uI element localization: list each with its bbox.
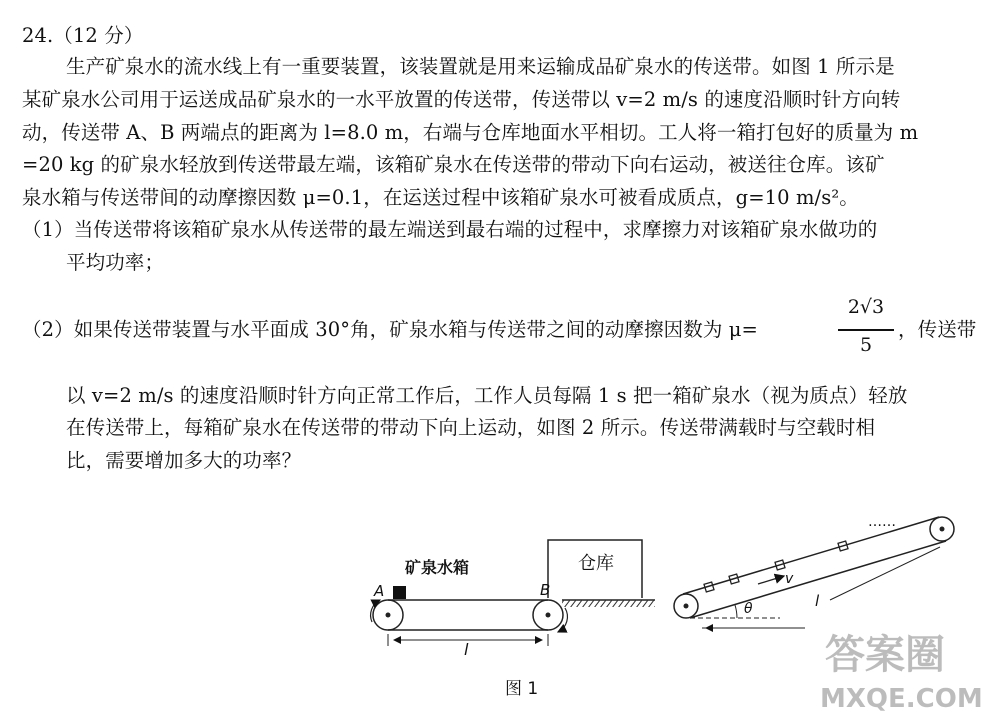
part2-line-4: 比，需要增加多大的功率？ [66,449,302,472]
point-a-label: A [374,582,385,600]
length-dimension-2-right [830,547,940,600]
velocity-label: v [785,571,794,587]
warehouse-label: 仓库 [578,553,614,574]
more-boxes-dots: …… [868,514,896,530]
intro-line-2: 某矿泉水公司用于运送成品矿泉水的一水平放置的传送带，传送带以 v=2 m/s 的速度沿顺时针方向转 [22,88,901,111]
conveyor-belt-1 [371,558,568,659]
fraction-denominator: 5 [859,334,873,356]
intro-line-4: =20 kg 的矿泉水轻放到传送带最左端，该箱矿泉水在传送带的带动下向右运动，被送往仓库。该矿 [22,153,885,176]
fraction-numerator: 2√3 [847,296,885,318]
length-label-2: l [815,592,820,610]
watermark [820,632,983,714]
length-label-1: l [464,640,469,659]
part2-line-1: （2）如果传送带装置与水平面成 30°角，矿泉水箱与传送带之间的动摩擦因数为 μ= [22,318,758,341]
watermark-text: 答案圈 [825,632,945,678]
part1-line-1: （1）当传送带将该箱矿泉水从传送带的最左端送到最右端的过程中，求摩擦力对该箱矿泉水做功的 [22,218,878,241]
part2-line-2: 以 v=2 m/s 的速度沿顺时针方向正常工作后，工作人员每隔 1 s 把一箱矿泉水（视为质点）轻放 [66,384,908,407]
water-box-label: 矿泉水箱 [405,558,470,577]
watermark-site: MXQE.COM [820,684,983,714]
intro-line-1: 生产矿泉水的流水线上有一重要装置，该装置就是用来运输成品矿泉水的传送带。如图 1 所示是 [66,55,895,78]
velocity-arrow [758,576,784,584]
water-box [393,586,406,599]
part2-line-1-tail: ，传送带 [898,318,977,341]
point-b-label: B [540,581,551,599]
warehouse [548,540,655,607]
intro-line-3: 动，传送带 A、B 两端点的距离为 l=8.0 m，右端与仓库地面水平相切。工人将一箱打包好的质量为 m [22,121,919,144]
part2-line-3: 在传送带上，每箱矿泉水在传送带的带动下向上运动，如图 2 所示。传送带满载时与空载时相 [66,416,876,439]
part1-line-2: 平均功率； [66,251,165,274]
figure-1 [371,540,655,699]
intro-line-5: 泉水箱与传送带间的动摩擦因数 μ=0.1，在运送过程中该箱矿泉水可被看成质点，g=10 m/s²。 [22,186,859,209]
angle-label: θ [744,601,753,617]
figure-2 [674,514,954,628]
figure-1-caption: 图 1 [505,679,539,699]
question-header: 24.（12 分） [22,24,144,47]
